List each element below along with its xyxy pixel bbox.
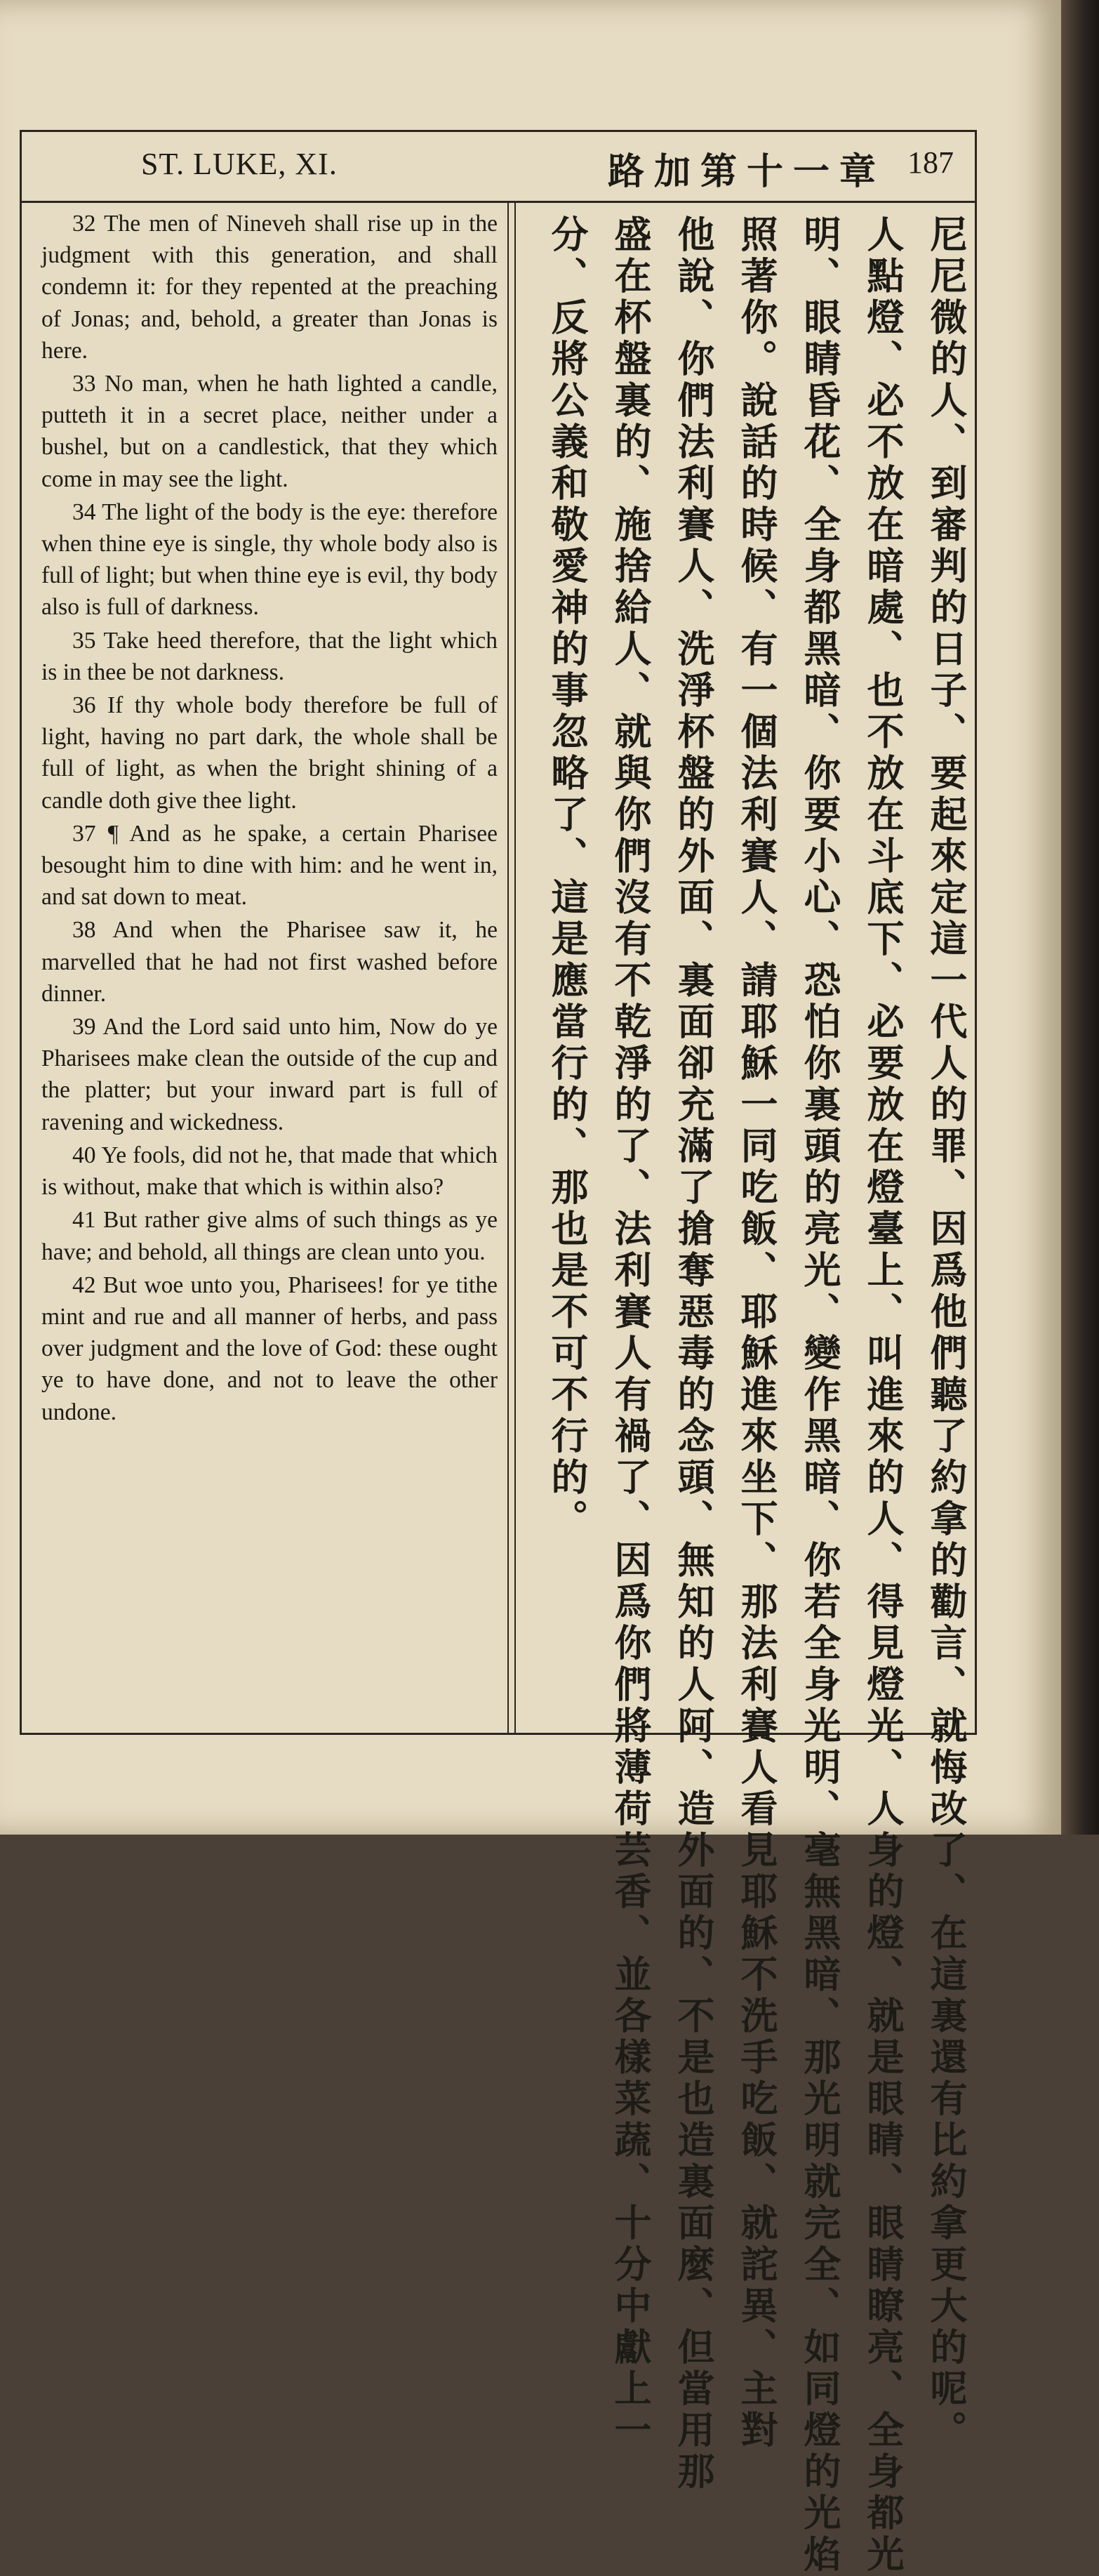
chinese-line-3: 明、眼睛昏花、全身都黑暗、你要小心、恐怕你裏頭的亮光、變作黑暗、你若全身光明、毫無黑暗、那光明就完全、如同燈的光焰 [798, 215, 841, 2576]
verse-34: 34 The light of the body is the eye: therefore when thine eye is single, thy whole body also is full of light; but when thine eye is evil, thy body also is full of darkness. [41, 498, 498, 621]
verse-32: 32 The men of Nineveh shall rise up in the judgment with this generation, and shall condemn it: for they repented at the preaching of Jonas; and, behold, a greater than Jonas is here. [41, 211, 498, 364]
chinese-column [524, 208, 971, 2576]
english-column [41, 208, 498, 1717]
verse-40: 40 Ye fools, did not he, that made that which is without, make that which is within also? [41, 1142, 498, 1201]
page-number: 187 [907, 145, 954, 180]
verse-33: 33 No man, when he hath lighted a candle, putteth it in a secret place, neither under a bushel, but on a candlestick, that they which come in may see the light. [41, 371, 498, 492]
chinese-line-1: 尼尼微的人、到審判的日子、要起來定這一代人的罪、因爲他們聽了約拿的勸言、就悔改了、在這裏還有比約拿更大的呢。 [924, 215, 967, 2452]
column-divider [507, 201, 509, 1733]
chinese-line-6: 盛在杯盤裏的、施捨給人、就與你們沒有不乾淨的了、法利賽人有禍了、因爲你們將薄荷芸香、並各樣菜蔬、十分中獻上一 [608, 215, 651, 2452]
chinese-line-7: 分、反將公義和敬愛神的事忽略了、這是應當行的、那也是不可不行的。 [545, 215, 588, 1540]
running-header [22, 132, 975, 203]
english-book-title: ST. LUKE, XI. [141, 147, 338, 181]
chinese-book-title: 路加第十一章 [608, 150, 886, 193]
verse-36: 36 If thy whole body therefore be full of light, having no part dark, the whole shall be full of light, as when the bright shining of a candle doth give thee light. [41, 692, 498, 814]
verse-35: 35 Take heed therefore, that the light which is in thee be not darkness. [41, 627, 498, 685]
verse-41: 41 But rather give alms of such things as ye have; and behold, all things are clean unto you. [41, 1207, 498, 1265]
chinese-line-5: 他說、你們法利賽人、洗淨杯盤的外面、裏面卻充滿了搶奪惡毒的念頭、無知的人阿、造外面的、不是也造裏面麼、但當用那 [672, 215, 714, 2493]
verse-39: 39 And the Lord said unto him, Now do ye Pharisees make clean the outside of the cup and the platter; but your inward part is full of ravening and wickedness. [41, 1014, 498, 1135]
verse-38: 38 And when the Pharisee saw it, he marvelled that he had not first washed before dinner. [41, 917, 498, 1007]
column-divider-inner [514, 201, 516, 1733]
chinese-line-4: 照著你。說話的時候、有一個法利賽人、請耶穌一同吃飯、耶穌進來坐下、那法利賽人看見耶穌不洗手吃飯、就詫異、主對 [735, 215, 778, 2452]
text-frame [20, 130, 977, 2576]
verse-37: 37 ¶ And as he spake, a certain Pharisee besought him to dine with him: and he went in, and sat down to meat. [41, 820, 498, 911]
book-spine [1061, 0, 1099, 1835]
verse-42: 42 But woe unto you, Pharisees! for ye tithe mint and rue and all manner of herbs, and pass over judgment and the love of God: these ought ye to have done, and not to leave the other undone. [41, 1272, 498, 1425]
chinese-line-2: 人點燈、必不放在暗處、也不放在斗底下、必要放在燈臺上、叫進來的人、得見燈光、人身的燈、就是眼睛、眼睛瞭亮、全身都光 [861, 215, 904, 2576]
